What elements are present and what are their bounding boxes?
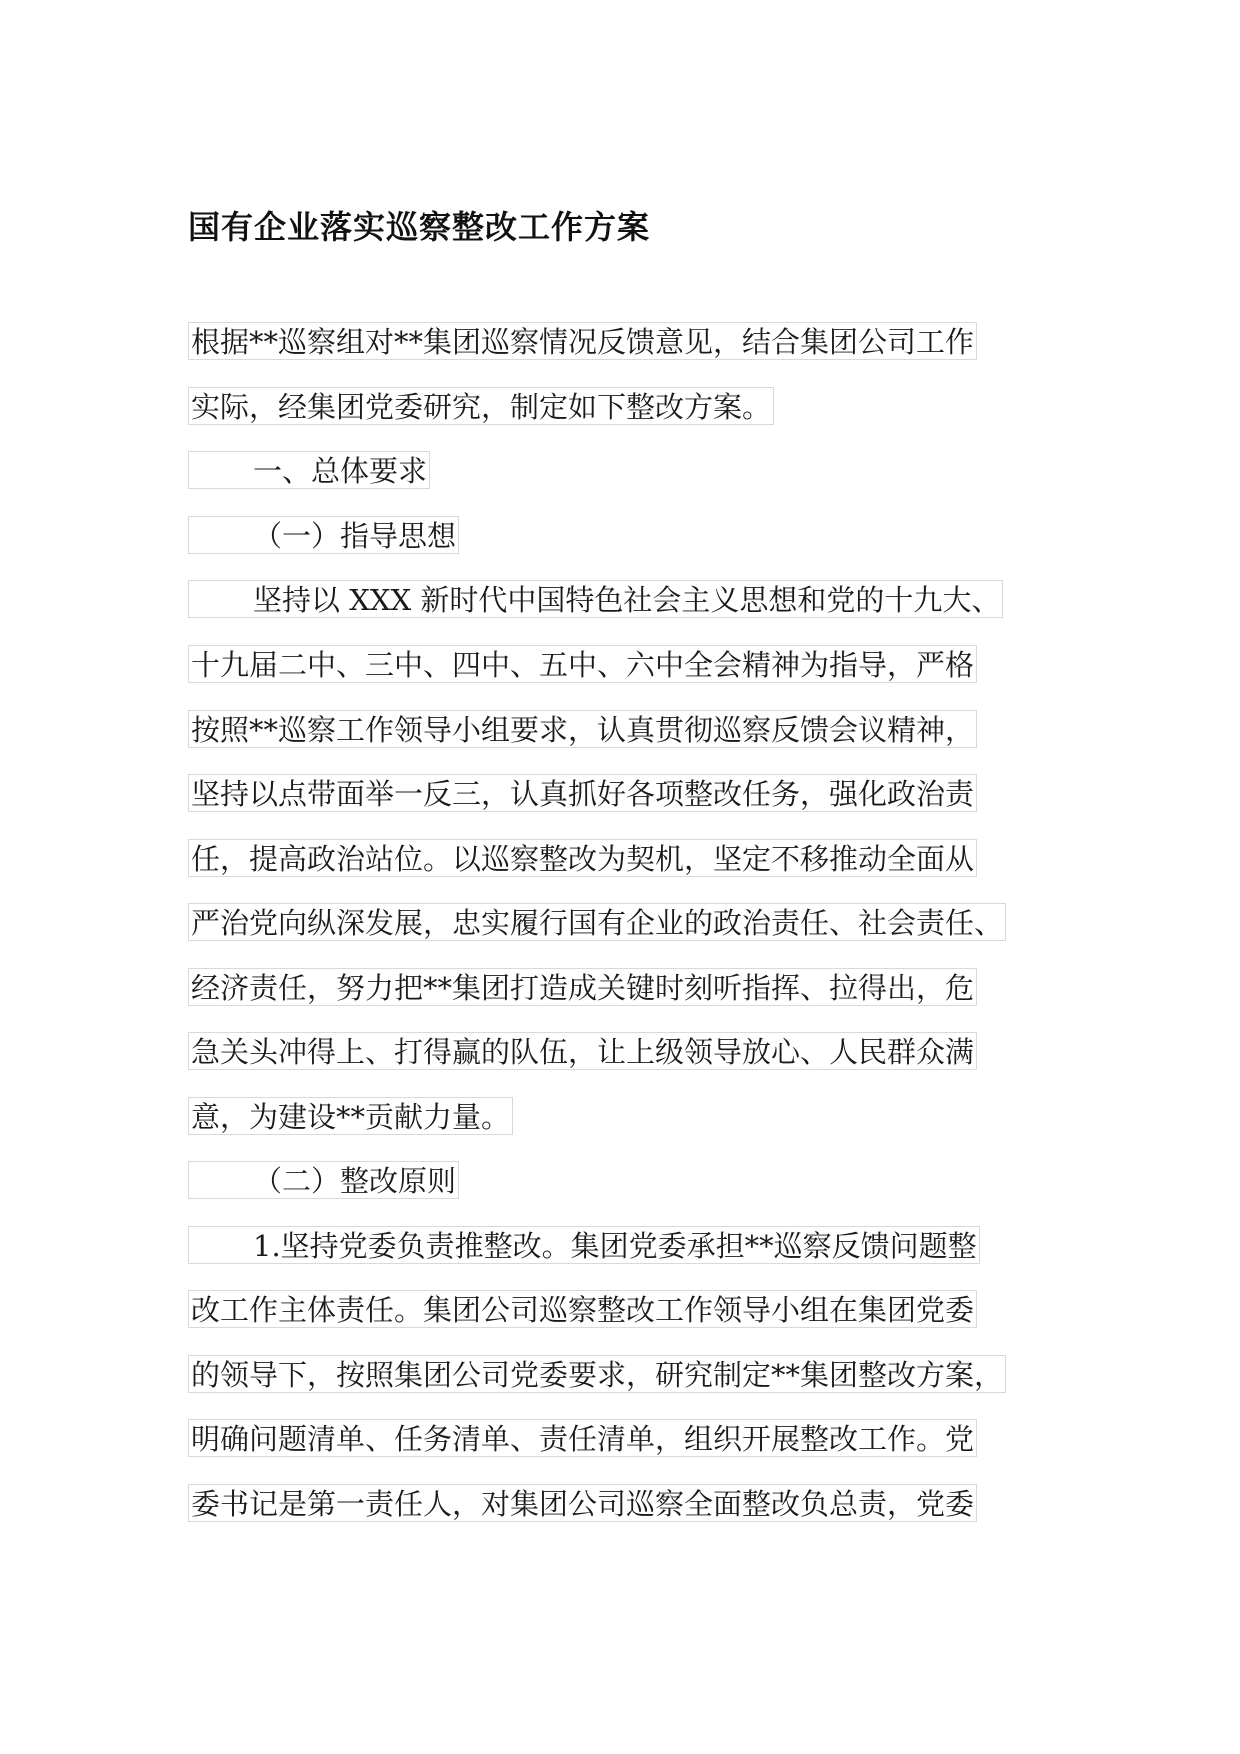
body-line: 急关头冲得上、打得赢的队伍，让上级领导放心、人民群众满 xyxy=(188,1032,977,1070)
body-line: 经济责任，努力把**集团打造成关键时刻听指挥、拉得出，危 xyxy=(188,968,977,1006)
body-line: 改工作主体责任。集团公司巡察整改工作领导小组在集团党委 xyxy=(188,1290,977,1328)
subsection-heading: （一）指导思想 xyxy=(188,516,459,554)
body-line: 意，为建设**贡献力量。 xyxy=(188,1097,513,1135)
body-line: 坚持以点带面举一反三，认真抓好各项整改任务，强化政治责 xyxy=(188,774,977,812)
body-line: 根据**巡察组对**集团巡察情况反馈意见，结合集团公司工作 xyxy=(188,322,977,360)
body-line: 任，提高政治站位。以巡察整改为契机，坚定不移推动全面从 xyxy=(188,839,977,877)
body-line: 坚持以 XXX 新时代中国特色社会主义思想和党的十九大、 xyxy=(188,580,1003,618)
subsection-heading: （二）整改原则 xyxy=(188,1161,459,1199)
body-line: 1.坚持党委负责推整改。集团党委承担**巡察反馈问题整 xyxy=(188,1226,980,1264)
section-heading: 一、总体要求 xyxy=(188,451,430,489)
document-title: 国有企业落实巡察整改工作方案 xyxy=(188,208,651,246)
body-line: 明确问题清单、任务清单、责任清单，组织开展整改工作。党 xyxy=(188,1419,977,1457)
body-line: 实际，经集团党委研究，制定如下整改方案。 xyxy=(188,387,774,425)
body-line: 十九届二中、三中、四中、五中、六中全会精神为指导，严格 xyxy=(188,645,977,683)
body-line: 委书记是第一责任人，对集团公司巡察全面整改负总责，党委 xyxy=(188,1484,977,1522)
body-line: 按照**巡察工作领导小组要求，认真贯彻巡察反馈会议精神， xyxy=(188,710,977,748)
body-line: 严治党向纵深发展，忠实履行国有企业的政治责任、社会责任、 xyxy=(188,903,1006,941)
body-line: 的领导下，按照集团公司党委要求，研究制定**集团整改方案， xyxy=(188,1355,1006,1393)
